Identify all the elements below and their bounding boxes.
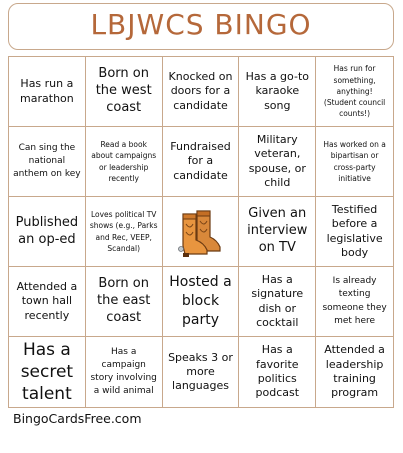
bingo-cell-3-2[interactable]: Loves political TV shows (e.g., Parks and Rec, VEEP, Scandal) — [86, 197, 163, 267]
bingo-cell-5-1[interactable]: Has a secret talent — [9, 337, 86, 407]
bingo-cell-3-1[interactable]: Published an op-ed — [9, 197, 86, 267]
bingo-title: LBJWCS BINGO — [90, 8, 312, 41]
bingo-cell-2-5[interactable]: Has worked on a bipartisan or cross-party initiative — [316, 127, 393, 197]
bingo-cell-4-1[interactable]: Attended a town hall recently — [9, 267, 86, 337]
bingo-cell-5-3[interactable]: Speaks 3 or more languages — [163, 337, 240, 407]
bingo-cell-1-5[interactable]: Has run for something, anything! (Student council counts!) — [316, 57, 393, 127]
footer-credit: BingoCardsFree.com — [13, 411, 142, 426]
bingo-cell-3-5[interactable]: Testified before a legislative body — [316, 197, 393, 267]
bingo-cell-5-5[interactable]: Attended a leadership training program — [324, 343, 385, 400]
bingo-grid — [8, 56, 394, 408]
bingo-cell-2-3[interactable]: Fundraised for a candidate — [163, 127, 240, 197]
bingo-cell-5-4[interactable]: Has a favorite politics podcast — [239, 337, 316, 407]
bingo-cell-2-1[interactable]: Can sing the national anthem on key — [9, 127, 86, 197]
bingo-cell-4-2[interactable]: Born on the east coast — [86, 267, 163, 337]
bingo-cell-3-4[interactable]: Given an interview on TV — [239, 197, 316, 267]
bingo-cell-4-3[interactable]: Hosted a block party — [163, 267, 240, 337]
cowboy-boots-icon — [177, 207, 223, 257]
free-space-cell[interactable] — [163, 197, 240, 267]
bingo-cell-1-2[interactable]: Born on the west coast — [86, 57, 163, 127]
title-banner — [8, 3, 394, 50]
bingo-cell-1-1[interactable]: Has run a marathon — [9, 57, 86, 127]
bingo-cell-5-2[interactable]: Has a campaign story involving a wild animal — [86, 337, 163, 407]
bingo-cell-2-4[interactable]: Military veteran, spouse, or child — [239, 127, 316, 197]
bingo-cell-4-5[interactable]: Is already texting someone they met here — [316, 267, 393, 337]
bingo-cell-1-3[interactable]: Knocked on doors for a candidate — [163, 57, 240, 127]
bingo-cell-4-4[interactable]: Has a signature dish or cocktail — [239, 267, 316, 337]
bingo-cell-2-2[interactable]: Read a book about campaigns or leadership recently — [86, 127, 163, 197]
bingo-cell-1-4[interactable]: Has a go-to karaoke song — [239, 57, 316, 127]
